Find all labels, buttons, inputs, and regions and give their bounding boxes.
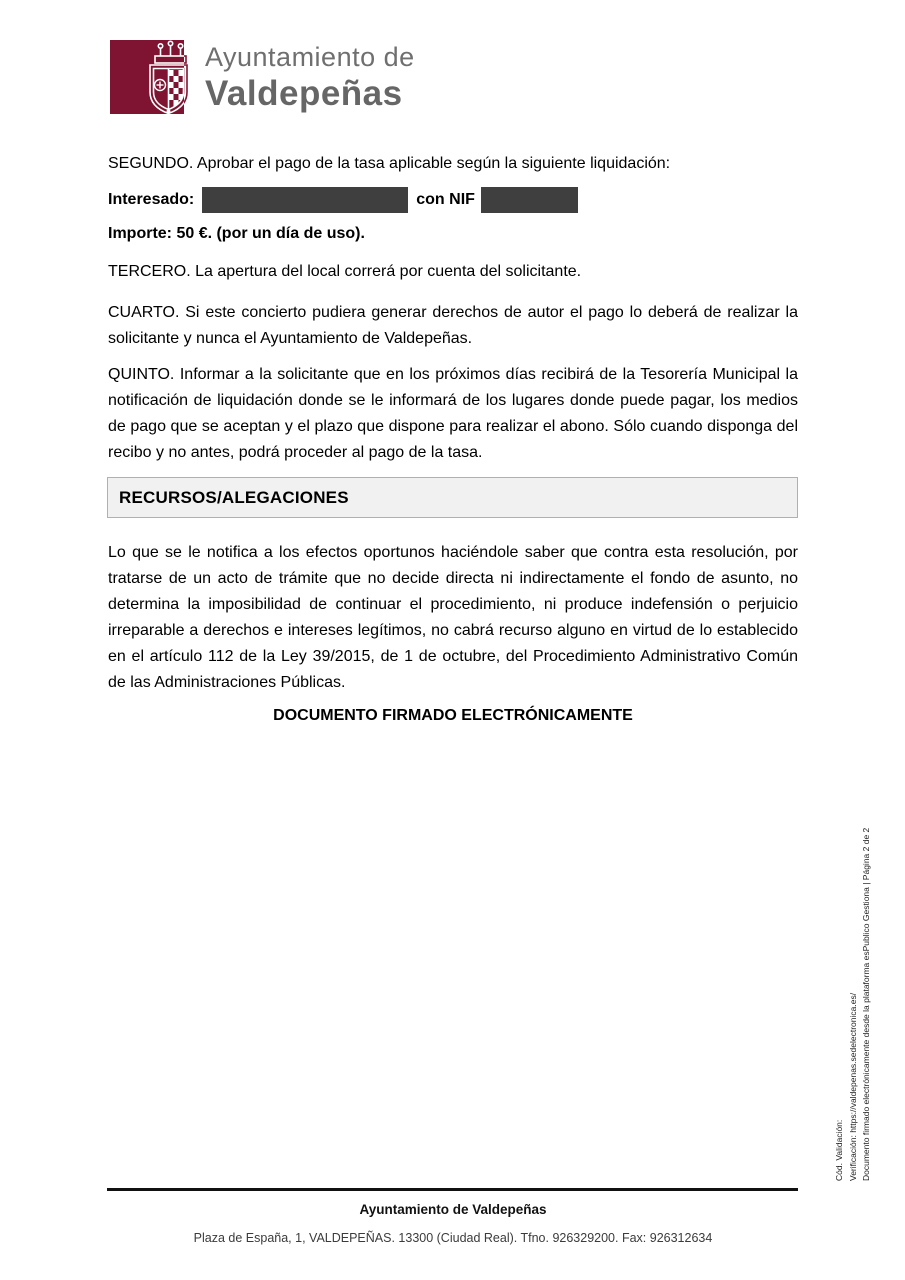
header-logo xyxy=(110,40,530,120)
section-header-box xyxy=(107,477,798,518)
validation-code-line: Cód. Validación: xyxy=(834,1119,844,1181)
paragraph-segundo: SEGUNDO. Aprobar el pago de la tasa aplicable según la siguiente liquidación: xyxy=(108,155,671,172)
redacted-interesado-value xyxy=(202,187,408,213)
paragraph-tercero: TERCERO. La apertura del local correrá por cuenta del solicitante. xyxy=(108,263,582,280)
valdepenas-coat-of-arms-icon xyxy=(110,40,205,120)
footer-organization: Ayuntamiento de Valdepeñas xyxy=(359,1202,547,1217)
section-header-title: RECURSOS/ALEGACIONES xyxy=(119,487,349,507)
platform-page-line: Documento firmado electrónicamente desde la plataforma esPublico Gestiona | Página 2 de 2 xyxy=(861,827,871,1181)
con-nif-label: con NIF xyxy=(416,191,475,208)
interesado-label: Interesado: xyxy=(108,191,195,208)
paragraph-quinto: QUINTO. Informar a la solicitante que en los próximos días recibirá de la Tesorería Municipal la notificación de liquidación donde se le informará de los lugares donde puede pagar, los medios de pago que se aceptan y el plazo que dispone para realizar el abono. Sólo cuando disponga del recibo y no antes, podrá proceder al pago de la tasa. xyxy=(108,366,798,461)
logo-text xyxy=(205,42,415,114)
importe-line: Importe: 50 €. (por un día de uso). xyxy=(108,225,365,242)
verification-url-line: Verificación: https://valdepenas.sedelectronica.es/ xyxy=(847,992,858,1181)
redacted-nif-value xyxy=(481,187,578,213)
logo-org-line2: Valdepeñas xyxy=(205,74,403,113)
logo-org-line1: Ayuntamiento de xyxy=(205,42,415,72)
validation-sidebar xyxy=(833,781,874,1181)
paragraph-notifica: Lo que se le notifica a los efectos oportunos haciéndole saber que contra esta resolución, por tratarse de un acto de trámite que no decide directa ni indirectamente el fondo de asunto, no determina la imposibilidad de continuar el procedimiento, ni produce indefensión o perjuicio irreparable a derechos e intereses legítimos, no cabrá recurso alguno en virtud de lo establecido en el artículo 112 de la Ley 39/2015, de 1 de octubre, del Procedimiento Administrativo Común de las Administraciones Públicas. xyxy=(108,544,798,691)
paragraph-cuarto: CUARTO. Si este concierto pudiera generar derechos de autor el pago lo deberá de realizar la solicitante y nunca el Ayuntamiento de Valdepeñas. xyxy=(108,304,798,347)
interesado-line xyxy=(108,186,578,214)
footer-divider xyxy=(107,1188,798,1191)
footer-address: Plaza de España, 1, VALDEPEÑAS. 13300 (Ciudad Real). Tfno. 926329200. Fax: 926312634 xyxy=(193,1231,713,1245)
signed-electronically-notice: DOCUMENTO FIRMADO ELECTRÓNICAMENTE xyxy=(273,707,633,724)
